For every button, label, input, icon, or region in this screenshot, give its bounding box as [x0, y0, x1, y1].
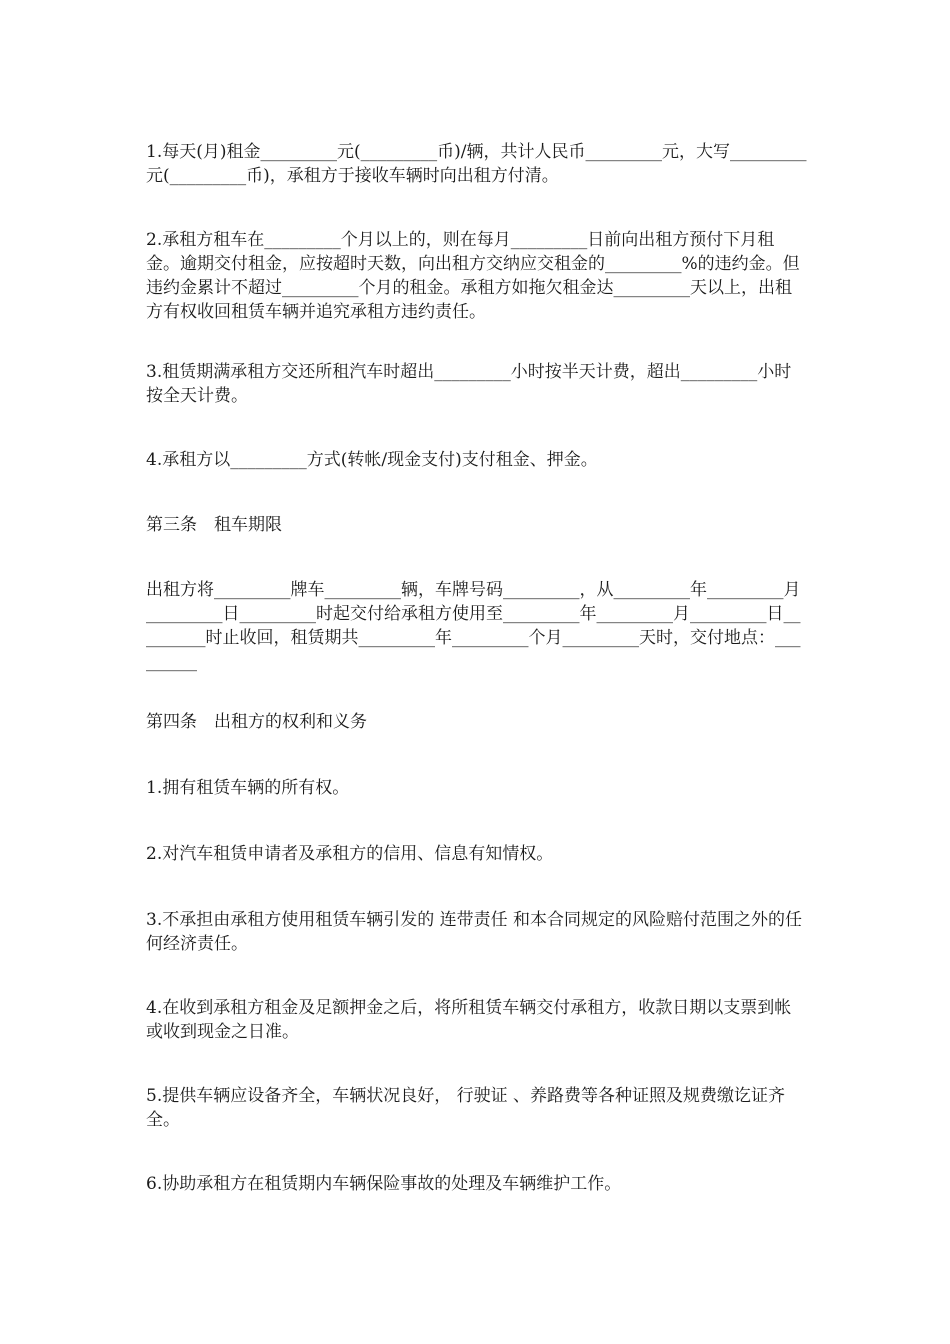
clause-monthly-rent: 2.承租方租车在_________个月以上的，则在每月_________日前向出租方预付下月租金。逾期交付租金，应按超时天数，向出租方交纳应交租金的_________%的违约金。但违约金累计不超过_________个月的租金。承租方如拖欠租金达_________天以上，出租方有权收回租赁车辆并追究承租方违约责任。: [146, 230, 800, 322]
section-heading-rental-period: 第三条 租车期限: [146, 515, 282, 535]
clause-rental-period: 出租方将_________牌车_________辆，车牌号码_________，从_________年_________月_________日_________时起交付给承租方使用至_________年_________月_________日_________时止收回，租赁期共_________年_________个月_________天时，交付地点：_________: [146, 580, 801, 672]
clause-liability: 3.不承担由承租方使用租赁车辆引发的 连带责任 和本合同规定的风险赔付范围之外的任何经济责任。: [146, 910, 803, 954]
clause-assistance: 6.协助承租方在租赁期内车辆保险事故的处理及车辆维护工作。: [146, 1174, 622, 1194]
section-heading-lessor-rights: 第四条 出租方的权利和义务: [146, 712, 367, 732]
clause-rent-amount: 1.每天(月)租金_________元(_________币)/辆，共计人民币_________元，大写_________元(_________币)，承租方于接收车辆时向出租方付清。: [146, 142, 807, 186]
clause-vehicle-condition: 5.提供车辆应设备齐全，车辆状况良好， 行驶证 、养路费等各种证照及规费缴讫证齐全。: [146, 1086, 786, 1130]
clause-right-to-know: 2.对汽车租赁申请者及承租方的信用、信息有知情权。: [146, 844, 554, 864]
clause-overtime-fee: 3.租赁期满承租方交还所租汽车时超出_________小时按半天计费，超出_________小时按全天计费。: [146, 362, 792, 406]
clause-ownership: 1.拥有租赁车辆的所有权。: [146, 778, 350, 798]
clause-delivery: 4.在收到承租方租金及足额押金之后，将所租赁车辆交付承租方，收款日期以支票到帐或收到现金之日准。: [146, 998, 792, 1042]
clause-payment-method: 4.承租方以_________方式(转帐/现金支付)支付租金、押金。: [146, 450, 598, 470]
